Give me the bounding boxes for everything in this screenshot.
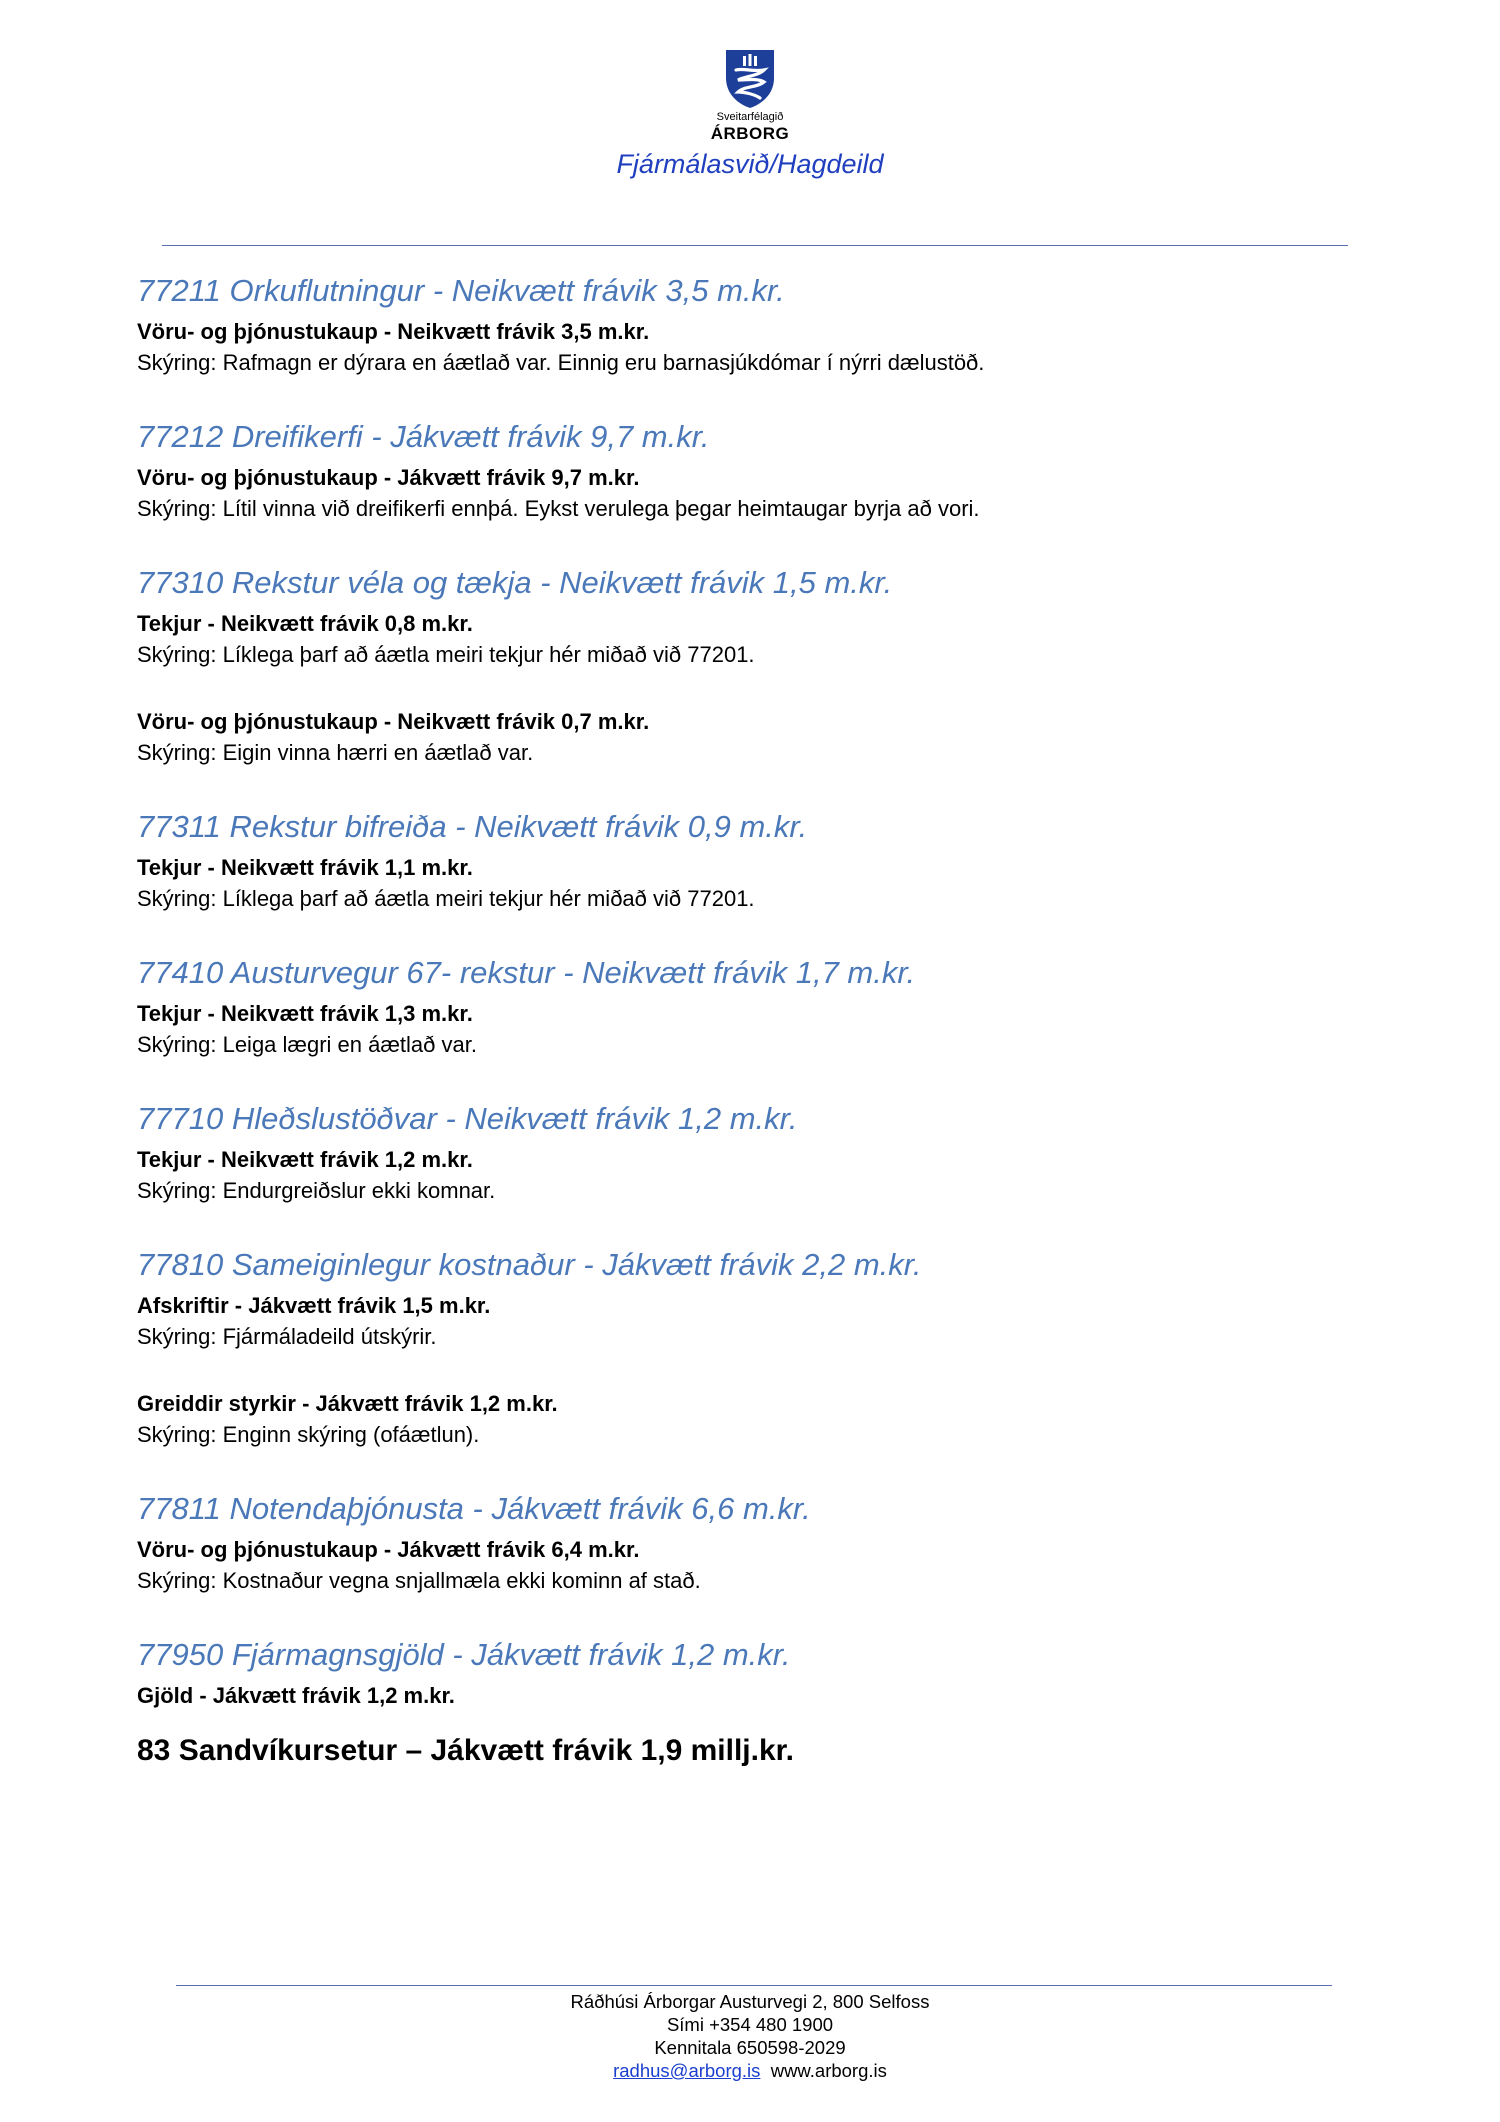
item-heading: Vöru- og þjónustukaup - Neikvætt frávik 0,7 m.kr. [137,709,650,734]
letterhead [0,48,1500,181]
item-heading: Vöru- og þjónustukaup - Jákvætt frávik 6,4 m.kr. [137,1537,640,1562]
item-heading: Afskriftir - Jákvætt frávik 1,5 m.kr. [137,1293,491,1318]
section-77810 [137,1244,1337,1450]
item-explanation: Skýring: Endurgreiðslur ekki komnar. [137,1178,496,1203]
department-title: Fjármálasvið/Hagdeild [616,149,884,179]
footer-divider [176,1985,1332,1986]
section-title: 77810 Sameiginlegur kostnaður - Jákvætt frávik 2,2 m.kr. [137,1247,922,1282]
item-spacer [137,1352,1337,1388]
section-title: 77710 Hleðslustöðvar - Neikvætt frávik 1,2 m.kr. [137,1101,798,1136]
item-heading: Tekjur - Neikvætt frávik 0,8 m.kr. [137,611,473,636]
item-explanation: Skýring: Líklega þarf að áætla meiri tekjur hér miðað við 77201. [137,642,755,667]
item-heading: Tekjur - Neikvætt frávik 1,3 m.kr. [137,1001,473,1026]
item-explanation: Skýring: Líklega þarf að áætla meiri tekjur hér miðað við 77201. [137,886,755,911]
section-title: 77950 Fjármagnsgjöld - Jákvætt frávik 1,2 m.kr. [137,1637,791,1672]
section-77710 [137,1098,1337,1206]
footer-contact [0,2059,1500,2082]
footer-website: www.arborg.is [770,2060,887,2081]
section-77310 [137,562,1337,768]
item-explanation: Skýring: Kostnaður vegna snjallmæla ekki kominn af stað. [137,1568,701,1593]
document-body [137,270,1337,1771]
logo-text-arborg: ÁRBORG [710,124,790,143]
item-explanation: Skýring: Rafmagn er dýrara en áætlað var. Einnig eru barnasjúkdómar í nýrri dælustöð. [137,350,985,375]
section-77311 [137,806,1337,914]
item-heading: Tekjur - Neikvætt frávik 1,2 m.kr. [137,1147,473,1172]
item-explanation: Skýring: Lítil vinna við dreifikerfi ennþá. Eykst verulega þegar heimtaugar byrja að vori. [137,496,980,521]
item-spacer [137,670,1337,706]
section-77811 [137,1488,1337,1596]
section-title: 77811 Notendaþjónusta - Jákvætt frávik 6,6 m.kr. [137,1491,811,1526]
section-title: 77410 Austurvegur 67- rekstur - Neikvætt frávik 1,7 m.kr. [137,955,916,990]
section-77410 [137,952,1337,1060]
item-heading: Vöru- og þjónustukaup - Neikvætt frávik 3,5 m.kr. [137,319,650,344]
section-77211 [137,270,1337,378]
footer-phone: Sími +354 480 1900 [666,2014,834,2035]
section-77212 [137,416,1337,524]
item-heading: Gjöld - Jákvætt frávik 1,2 m.kr. [137,1683,455,1708]
main-heading-83-sandvikursetur: 83 Sandvíkursetur – Jákvætt frávik 1,9 millj.kr. [137,1734,795,1767]
section-title: 77311 Rekstur bifreiða - Neikvætt frávik 0,9 m.kr. [137,809,808,844]
item-heading: Greiddir styrkir - Jákvætt frávik 1,2 m.kr. [137,1391,558,1416]
footer-email-link[interactable]: radhus@arborg.is [613,2060,761,2081]
item-explanation: Skýring: Leiga lægri en áætlað var. [137,1032,477,1057]
section-title: 77310 Rekstur véla og tækja - Neikvætt frávik 1,5 m.kr. [137,565,893,600]
item-explanation: Skýring: Enginn skýring (ofáætlun). [137,1422,480,1447]
item-heading: Tekjur - Neikvætt frávik 1,1 m.kr. [137,855,473,880]
section-title: 77212 Dreifikerfi - Jákvætt frávik 9,7 m.kr. [137,419,710,454]
header-divider [162,245,1348,246]
footer [0,1990,1500,2082]
logo-text-sveitarfelagid: Sveitarfélagið [716,111,784,123]
section-title: 77211 Orkuflutningur - Neikvætt frávik 3,5 m.kr. [137,273,785,308]
item-explanation: Skýring: Fjármáladeild útskýrir. [137,1324,437,1349]
footer-address: Ráðhúsi Árborgar Austurvegi 2, 800 Selfoss [570,1991,930,2012]
arborg-crest-logo [724,48,776,110]
item-heading: Vöru- og þjónustukaup - Jákvætt frávik 9,7 m.kr. [137,465,640,490]
item-explanation: Skýring: Eigin vinna hærri en áætlað var. [137,740,534,765]
footer-kennitala: Kennitala 650598-2029 [654,2037,846,2058]
section-77950 [137,1634,1337,1711]
